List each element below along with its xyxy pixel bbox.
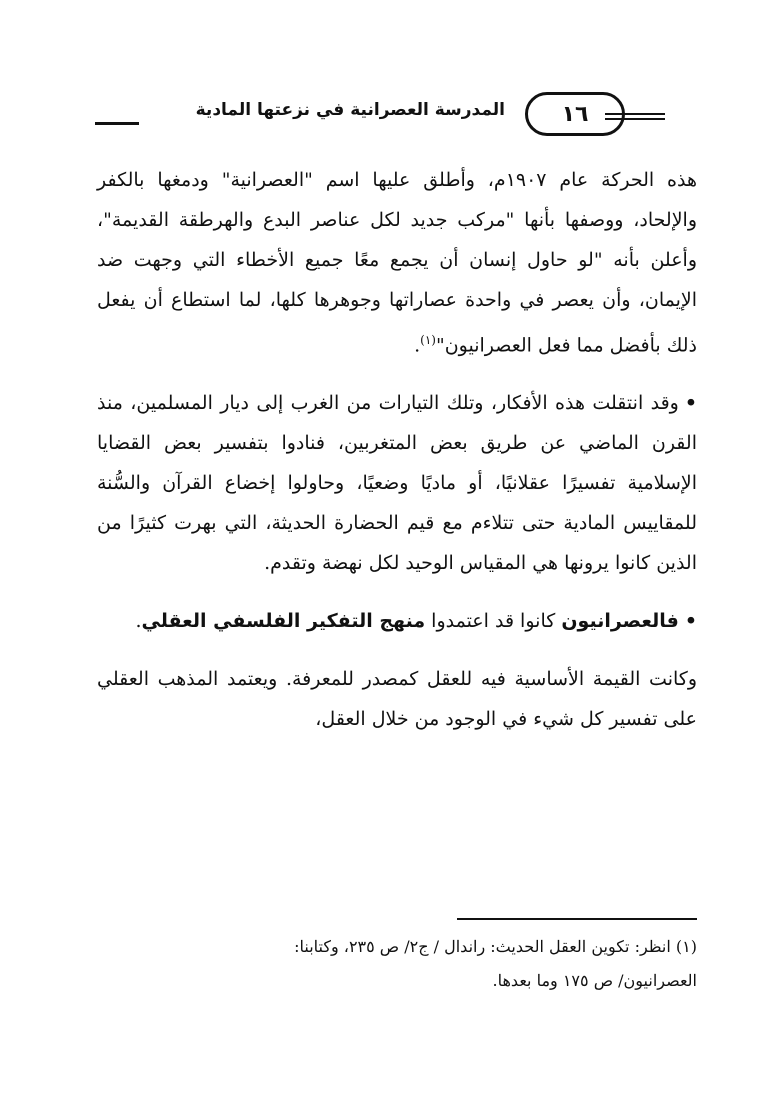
paragraph-1-text: هذه الحركة عام ١٩٠٧م، وأطلق عليها اسم "العصرانية" ودمغها بالكفر والإلحاد، ووصفها بأنها "مركب جديد لكل عناصر البدع والهرطقة القديمة"، وأعلن بأنه "لو حاول إنسان أن يجمع معًا جميع الأخطاء التي وجهت ضد الإيمان، وأن يعصر في واحدة عصاراتها وجوهرها كلها، لما استطاع أن يفعل ذلك بأفضل مما فعل العصرانيون" <box>97 169 697 357</box>
paragraph-1-end: . <box>414 334 421 357</box>
paragraph-1 <box>97 160 697 365</box>
paragraph-3 <box>97 601 697 641</box>
bold-term-modernists: فالعصرانيون <box>561 610 679 633</box>
footnote-separator <box>457 918 697 920</box>
paragraph-3-middle: كانوا قد اعتمدوا <box>425 610 562 633</box>
body-text <box>97 160 697 757</box>
title-underline <box>95 122 139 125</box>
header-double-rule <box>605 113 665 120</box>
page-header <box>95 92 665 142</box>
footnote <box>97 930 697 998</box>
page-number: ١٦ <box>561 101 589 127</box>
paragraph-2 <box>97 383 697 583</box>
paragraph-4-text: وكانت القيمة الأساسية فيه للعقل كمصدر للمعرفة. ويعتمد المذهب العقلي على تفسير كل شيء في الوجود من خلال العقل، <box>97 668 697 731</box>
paragraph-2-text: وقد انتقلت هذه الأفكار، وتلك التيارات من الغرب إلى ديار المسلمين، منذ القرن الماضي عن طريق بعض المتغربين، فنادوا بتفسير بعض القضايا الإسلامية تفسيرًا عقلانيًا، أو ماديًا وضعيًا، وحاولوا إخضاع القرآن والسُّنة للمقاييس المادية حتى تتلاءم مع قيم الحضارة الحديثة، التي بهرت كثيرًا من الذين كانوا يرونها هي المقياس الوحيد لكل نهضة وتقدم. <box>97 392 697 575</box>
footnote-reference[interactable]: (١) <box>420 333 436 347</box>
bullet-icon: • <box>684 610 697 633</box>
paragraph-3-end: . <box>135 610 142 633</box>
running-title: المدرسة العصرانية في نزعتها المادية <box>195 100 505 120</box>
paragraph-4 <box>97 659 697 739</box>
bold-term-method: منهج التفكير الفلسفي العقلي <box>141 610 426 633</box>
bullet-icon: • <box>684 392 697 415</box>
footnote-line-1: (١) انظر: تكوين العقل الحديث: راندال / ج٢/ ص ٢٣٥، وكتابنا: <box>294 937 697 956</box>
footnote-line-2: العصرانيون/ ص ١٧٥ وما بعدها. <box>492 971 697 990</box>
